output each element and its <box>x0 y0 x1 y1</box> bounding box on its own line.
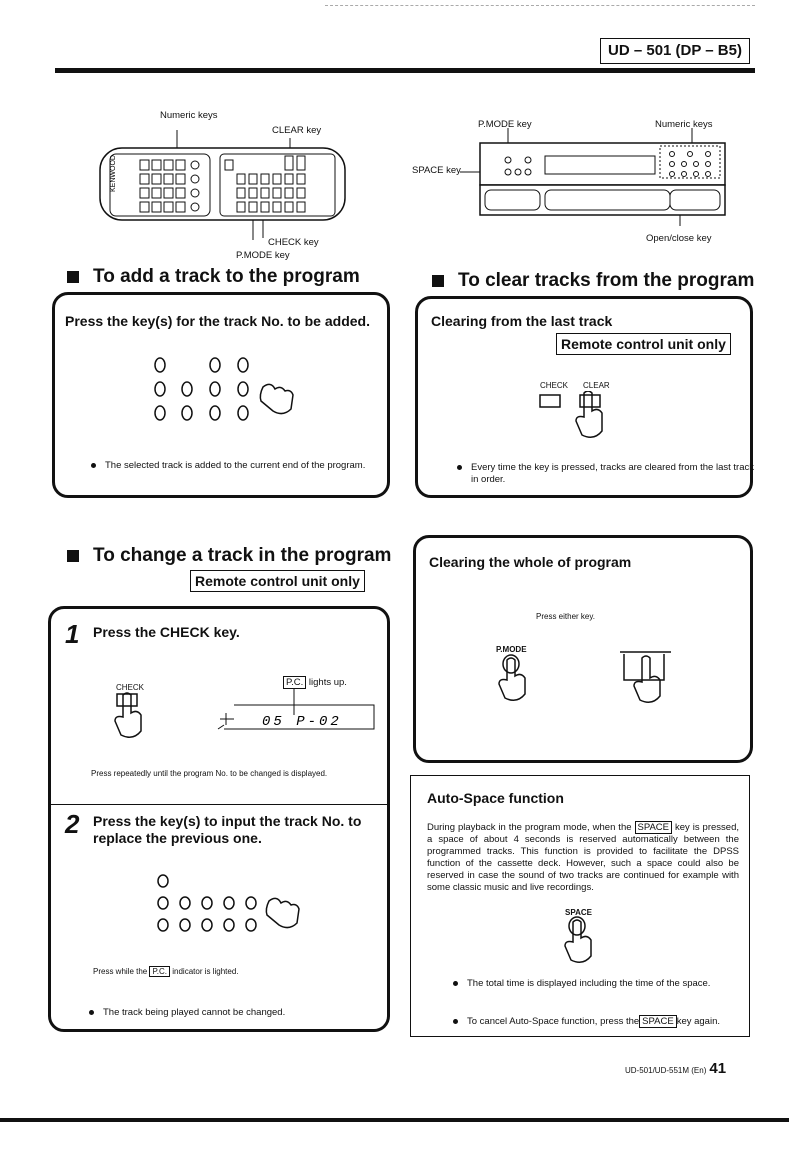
bullet2-pre: To cancel Auto-Space function, press the <box>467 1016 640 1027</box>
clear-last-track-box <box>415 296 753 498</box>
clear-last-track-title: Clearing from the last track <box>431 313 613 329</box>
clear-whole-program-box <box>413 535 753 763</box>
press-while-post: indicator is lighted. <box>172 967 239 976</box>
change-track-box <box>48 606 390 1032</box>
bullet2-post: key again. <box>676 1016 720 1027</box>
step2-text: Press the key(s) to input the track No. to replace the previous one. <box>93 813 362 846</box>
add-track-heading <box>67 266 360 288</box>
pc-indicator: P.C. <box>283 676 306 689</box>
change-track-title: To change a track in the program <box>93 545 392 566</box>
pmode-press-icon <box>491 652 551 712</box>
lights-up-text: lights up. <box>308 677 347 688</box>
numeric-keypad-icon <box>145 343 305 423</box>
label-numeric-keys-left: Numeric keys <box>160 110 218 121</box>
section-bullet <box>67 271 79 283</box>
label-pmode-key-left: P.MODE key <box>236 250 290 261</box>
space-press-icon <box>561 916 611 971</box>
label-space-key: SPACE key <box>412 165 461 176</box>
label-numeric-keys-right: Numeric keys <box>655 119 713 130</box>
space-key-inline: SPACE <box>635 821 673 834</box>
auto-space-body-pre: During playback in the program mode, when the <box>427 822 632 833</box>
remote-control-illustration <box>95 120 350 240</box>
press-either-key: Press either key. <box>536 612 595 621</box>
pmode-label: P.MODE <box>496 645 527 654</box>
label-open-close-key: Open/close key <box>646 233 712 244</box>
auto-space-title: Auto-Space function <box>427 790 564 806</box>
display-panel-illustration <box>216 689 381 739</box>
footer-model: UD-501/UD-551M (En) <box>625 1066 707 1075</box>
step2-number: 2 <box>65 809 80 839</box>
change-track-bullet: The track being played cannot be changed. <box>87 1007 393 1019</box>
check-label: CHECK <box>540 381 569 390</box>
step1-number: 1 <box>65 619 80 649</box>
clear-tracks-title: To clear tracks from the program <box>458 270 755 291</box>
page-number: 41 <box>709 1060 727 1077</box>
step2-keypad-icon <box>151 871 311 946</box>
space-key-inline-2: SPACE <box>639 1015 677 1028</box>
auto-space-bullet2 <box>451 1016 755 1028</box>
step-divider <box>51 804 387 805</box>
footer-page-ref <box>625 1060 726 1077</box>
auto-space-box <box>410 775 750 1037</box>
label-pmode-key-right: P.MODE key <box>478 119 532 130</box>
open-close-press-icon <box>616 648 686 713</box>
header-rule <box>55 68 755 73</box>
auto-space-body-post: key is pressed, a space of about 4 seconds is reserved automatically between the programmed tracks. This function is provided to facilitate the DPSS function of the cassette deck. However, such a space could also be reserved in case the sound of two tracks are continued for example with some classic music and live recordings. <box>427 822 739 893</box>
check-clear-keys-icon <box>536 391 616 446</box>
step1-check-label: CHECK <box>116 683 145 692</box>
clear-whole-title: Clearing the whole of program <box>429 554 632 570</box>
top-dashed-rule <box>325 5 755 6</box>
display-readout: 05 P-02 <box>262 714 342 730</box>
pc-lights-up <box>283 677 347 689</box>
clear-tracks-heading <box>432 270 754 292</box>
pc-indicator-inline: P.C. <box>149 966 170 977</box>
label-check-key: CHECK key <box>268 237 319 248</box>
deck-front-panel-illustration <box>460 128 730 228</box>
model-tag: UD – 501 (DP – B5) <box>600 38 750 64</box>
section-bullet <box>67 550 79 562</box>
step1-note: Press repeatedly until the program No. to be changed is displayed. <box>91 769 328 778</box>
add-track-title: To add a track to the program <box>93 266 360 287</box>
remote-only-badge: Remote control unit only <box>556 333 731 355</box>
label-clear-key: CLEAR key <box>272 125 322 136</box>
add-track-box <box>52 292 390 498</box>
add-track-bullet: The selected track is added to the current end of the program. <box>89 460 395 472</box>
clear-last-track-bullet: Every time the key is pressed, tracks are cleared from the last track in order. <box>455 462 761 486</box>
footer-rule <box>0 1118 789 1122</box>
step1-text: Press the CHECK key. <box>93 624 240 640</box>
auto-space-bullet1: The total time is displayed including the time of the space. <box>451 978 755 990</box>
svg-text:KENWOOD: KENWOOD <box>110 155 117 192</box>
auto-space-body <box>427 822 739 894</box>
section-bullet <box>432 275 444 287</box>
press-while-pre: Press while the <box>93 967 148 976</box>
check-press-icon <box>113 691 163 746</box>
add-track-instruction: Press the key(s) for the track No. to be added. <box>65 313 370 329</box>
space-label: SPACE <box>565 908 592 917</box>
step2-note <box>93 967 239 976</box>
change-remote-only-badge: Remote control unit only <box>190 570 365 592</box>
change-track-heading <box>67 545 391 567</box>
clear-label: CLEAR <box>583 381 610 390</box>
